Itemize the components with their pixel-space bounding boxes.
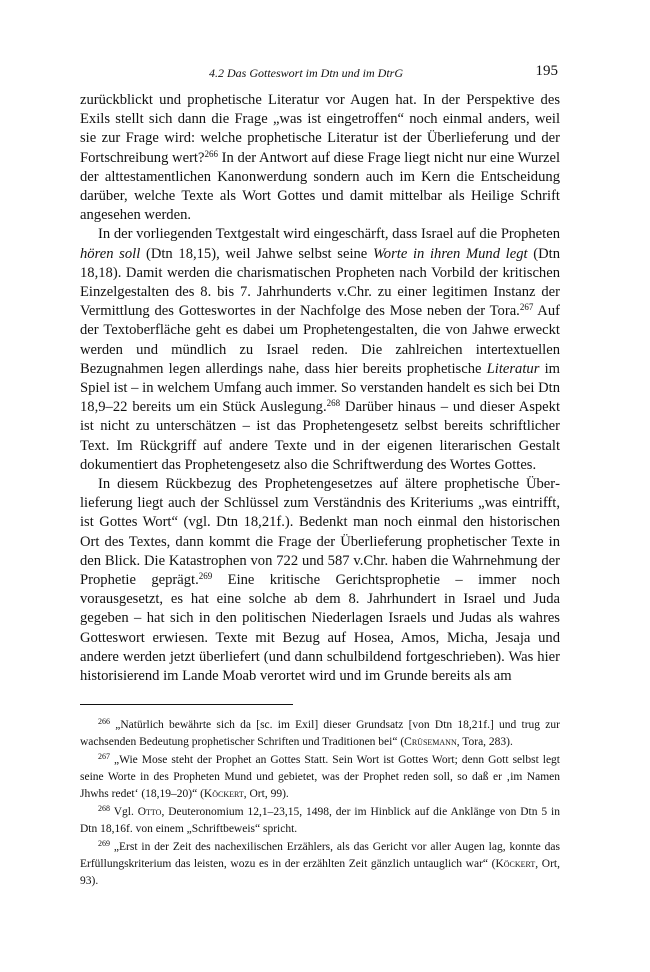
author-name: Köckert bbox=[203, 787, 244, 800]
text-run: Vgl. bbox=[110, 806, 138, 819]
footnote-separator bbox=[80, 704, 293, 705]
author-name: Otto bbox=[137, 806, 162, 819]
text-run: Darüber hinaus – und dieser Aspekt ist nicht zu unterschätzen – ist das Prophetengesetz selbst bereits schriftlicher Text. Im Rückgriff auf andere Texte und in der eigenen literarischen Gestalt dokumentiert das Prophetengesetz also die Schriftwerdung des Wortes Gottes. bbox=[80, 399, 560, 473]
text-run: „Erst in der Zeit des nachexilischen Erzählers, als das Gericht vor aller Augen lag, konnte das Erfüllungskriterium das leisten, wozu es in der erzählten Zeit gänzlich untauglich war“ ( bbox=[80, 841, 560, 871]
footnote-reference: 269 bbox=[198, 571, 213, 582]
footnote-reference: 268 bbox=[326, 398, 341, 409]
text-run: zurückblickt und prophetische Literatur vor Augen hat. In der Perspektive des Exils stellt sich dann die Frage „was ist eingetroffen“ noch einmal anders, weil sie zur Frage wird: welche prophetische Literatur ist der Überlieferung und der Fortschreibung wert? bbox=[80, 92, 560, 166]
text-run: „Natürlich bewährte sich da [sc. im Exil] dieser Grundsatz [von Dtn 18,21f.] und trug zur wachsenden Bedeutung prophetischer Schriften und Traditionen bei“ ( bbox=[80, 719, 560, 748]
footnote-number: 269 bbox=[98, 839, 110, 849]
text-run: , Tora, 283). bbox=[456, 735, 513, 748]
author-name: Köckert bbox=[495, 858, 536, 871]
footnote bbox=[80, 752, 560, 802]
text-run: , Ort, 99). bbox=[243, 787, 289, 800]
body-paragraph bbox=[80, 91, 560, 225]
footnote-number: 267 bbox=[98, 752, 110, 762]
footnote bbox=[80, 804, 560, 837]
text-run: , Deuteronomium 12,1–23,15, 1498, der im Hinblick auf die Anklänge von Dtn 5 in Dtn 18,16f. von einem „Schriftbeweis“ spricht. bbox=[80, 806, 560, 835]
body-paragraph bbox=[80, 225, 560, 475]
footnote-reference: 267 bbox=[519, 302, 534, 313]
text-run: , Ort, 93). bbox=[80, 858, 560, 887]
running-head bbox=[80, 62, 560, 82]
text-run: Eine kritische Gerichtsprophetie – immer noch vorausgesetzt, es hat eine solche ab dem 8. Jahrhundert in Israel und Juda gegeben – hat sich in den politischen Niederlagen Israels und Judas als wahres Gotteswort erwiesen. Texte mit Bezug auf Hosea, Amos, Micha, Jesaja und andere werden jetzt überliefert (und dann schulbildend fortgeschrieben). Was hier historisierend im Lande Moab verortet wird und im Grunde bereits als am bbox=[80, 572, 560, 685]
text-run: Auf der Textoberfläche geht es dabei um Prophetengestalten, die von Jahwe erweckt werden und mündlich zu Israel reden. Die zahlreichen intertextuellen Bezugnahmen legen allerdings nahe, dass hier bereits prophetische bbox=[80, 303, 560, 377]
text-run: In diesem Rückbezug des Prophetengesetzes auf ältere prophetische Überlieferung liegt auch der Schlüssel zum Verständnis des Kriteriums „was eintrifft, ist Gottes Wort“ (vgl. Dtn 18,21f.). Bedenkt man noch einmal den historischen Ort des Textes, dann kommt die Frage der Überlieferung prophetischer Texte in den Blick. Die Katastrophen von 722 und 587 v.Chr. haben die Wahrnehmung der Prophetie geprägt. bbox=[80, 476, 560, 589]
text-run: (Dtn 18,18). Damit werden die charismatischen Propheten nach Vorbild der kritischen Einzelgestalten des 8. bis 7. Jahrhunderts v.Chr. zu einer legitimen Instanz der Vermittlung des Gotteswortes in der Nachfolge des Mose neben der Tora. bbox=[80, 245, 560, 320]
italic-text: Literatur bbox=[486, 360, 540, 377]
text-run: „Wie Mose steht der Prophet an Gottes Statt. Sein Wort ist Gottes Wort; denn Gott selbst legt seine Worte in des Propheten Mund und gebietet, was der Prophet reden soll, so daß er ‚im Namen Jhwhs redet‘ (18,19–20)“ ( bbox=[80, 754, 560, 800]
body-paragraph bbox=[80, 475, 560, 686]
footnote bbox=[80, 717, 560, 750]
footnotes bbox=[80, 717, 560, 889]
book-page bbox=[80, 62, 560, 891]
footnote-reference: 266 bbox=[204, 148, 218, 159]
footnote bbox=[80, 839, 560, 889]
text-run: In der Antwort auf diese Frage liegt nicht nur eine Wurzel der alttestamentlichen Kanonwerdung sondern auch im Kern die Entscheidung darüber, welche Texte als Wort Gottes und damit mittelbar als Heilige Schrift angesehen werden. bbox=[80, 149, 561, 224]
italic-text: hören soll bbox=[80, 245, 141, 262]
text-run: im Spiel ist – in welchem Umfang auch immer. So verstanden handelt es sich bei Dtn 18,9–22 bereits um ein Stück Auslegung. bbox=[80, 360, 560, 416]
page-number: 195 bbox=[535, 63, 558, 79]
text-run: In der vorliegenden Textgestalt wird eingeschärft, dass Israel auf die Propheten bbox=[98, 226, 560, 243]
main-text bbox=[80, 91, 560, 686]
footnote-number: 266 bbox=[98, 717, 110, 727]
running-title: 4.2 Das Gotteswort im Dtn und im DtrG bbox=[209, 66, 404, 80]
text-run: (Dtn 18,15), weil Jahwe selbst seine bbox=[140, 245, 373, 262]
author-name: Crüsemann bbox=[404, 735, 457, 748]
italic-text: Worte in ihren Mund legt bbox=[372, 245, 528, 262]
footnote-number: 268 bbox=[98, 804, 110, 814]
